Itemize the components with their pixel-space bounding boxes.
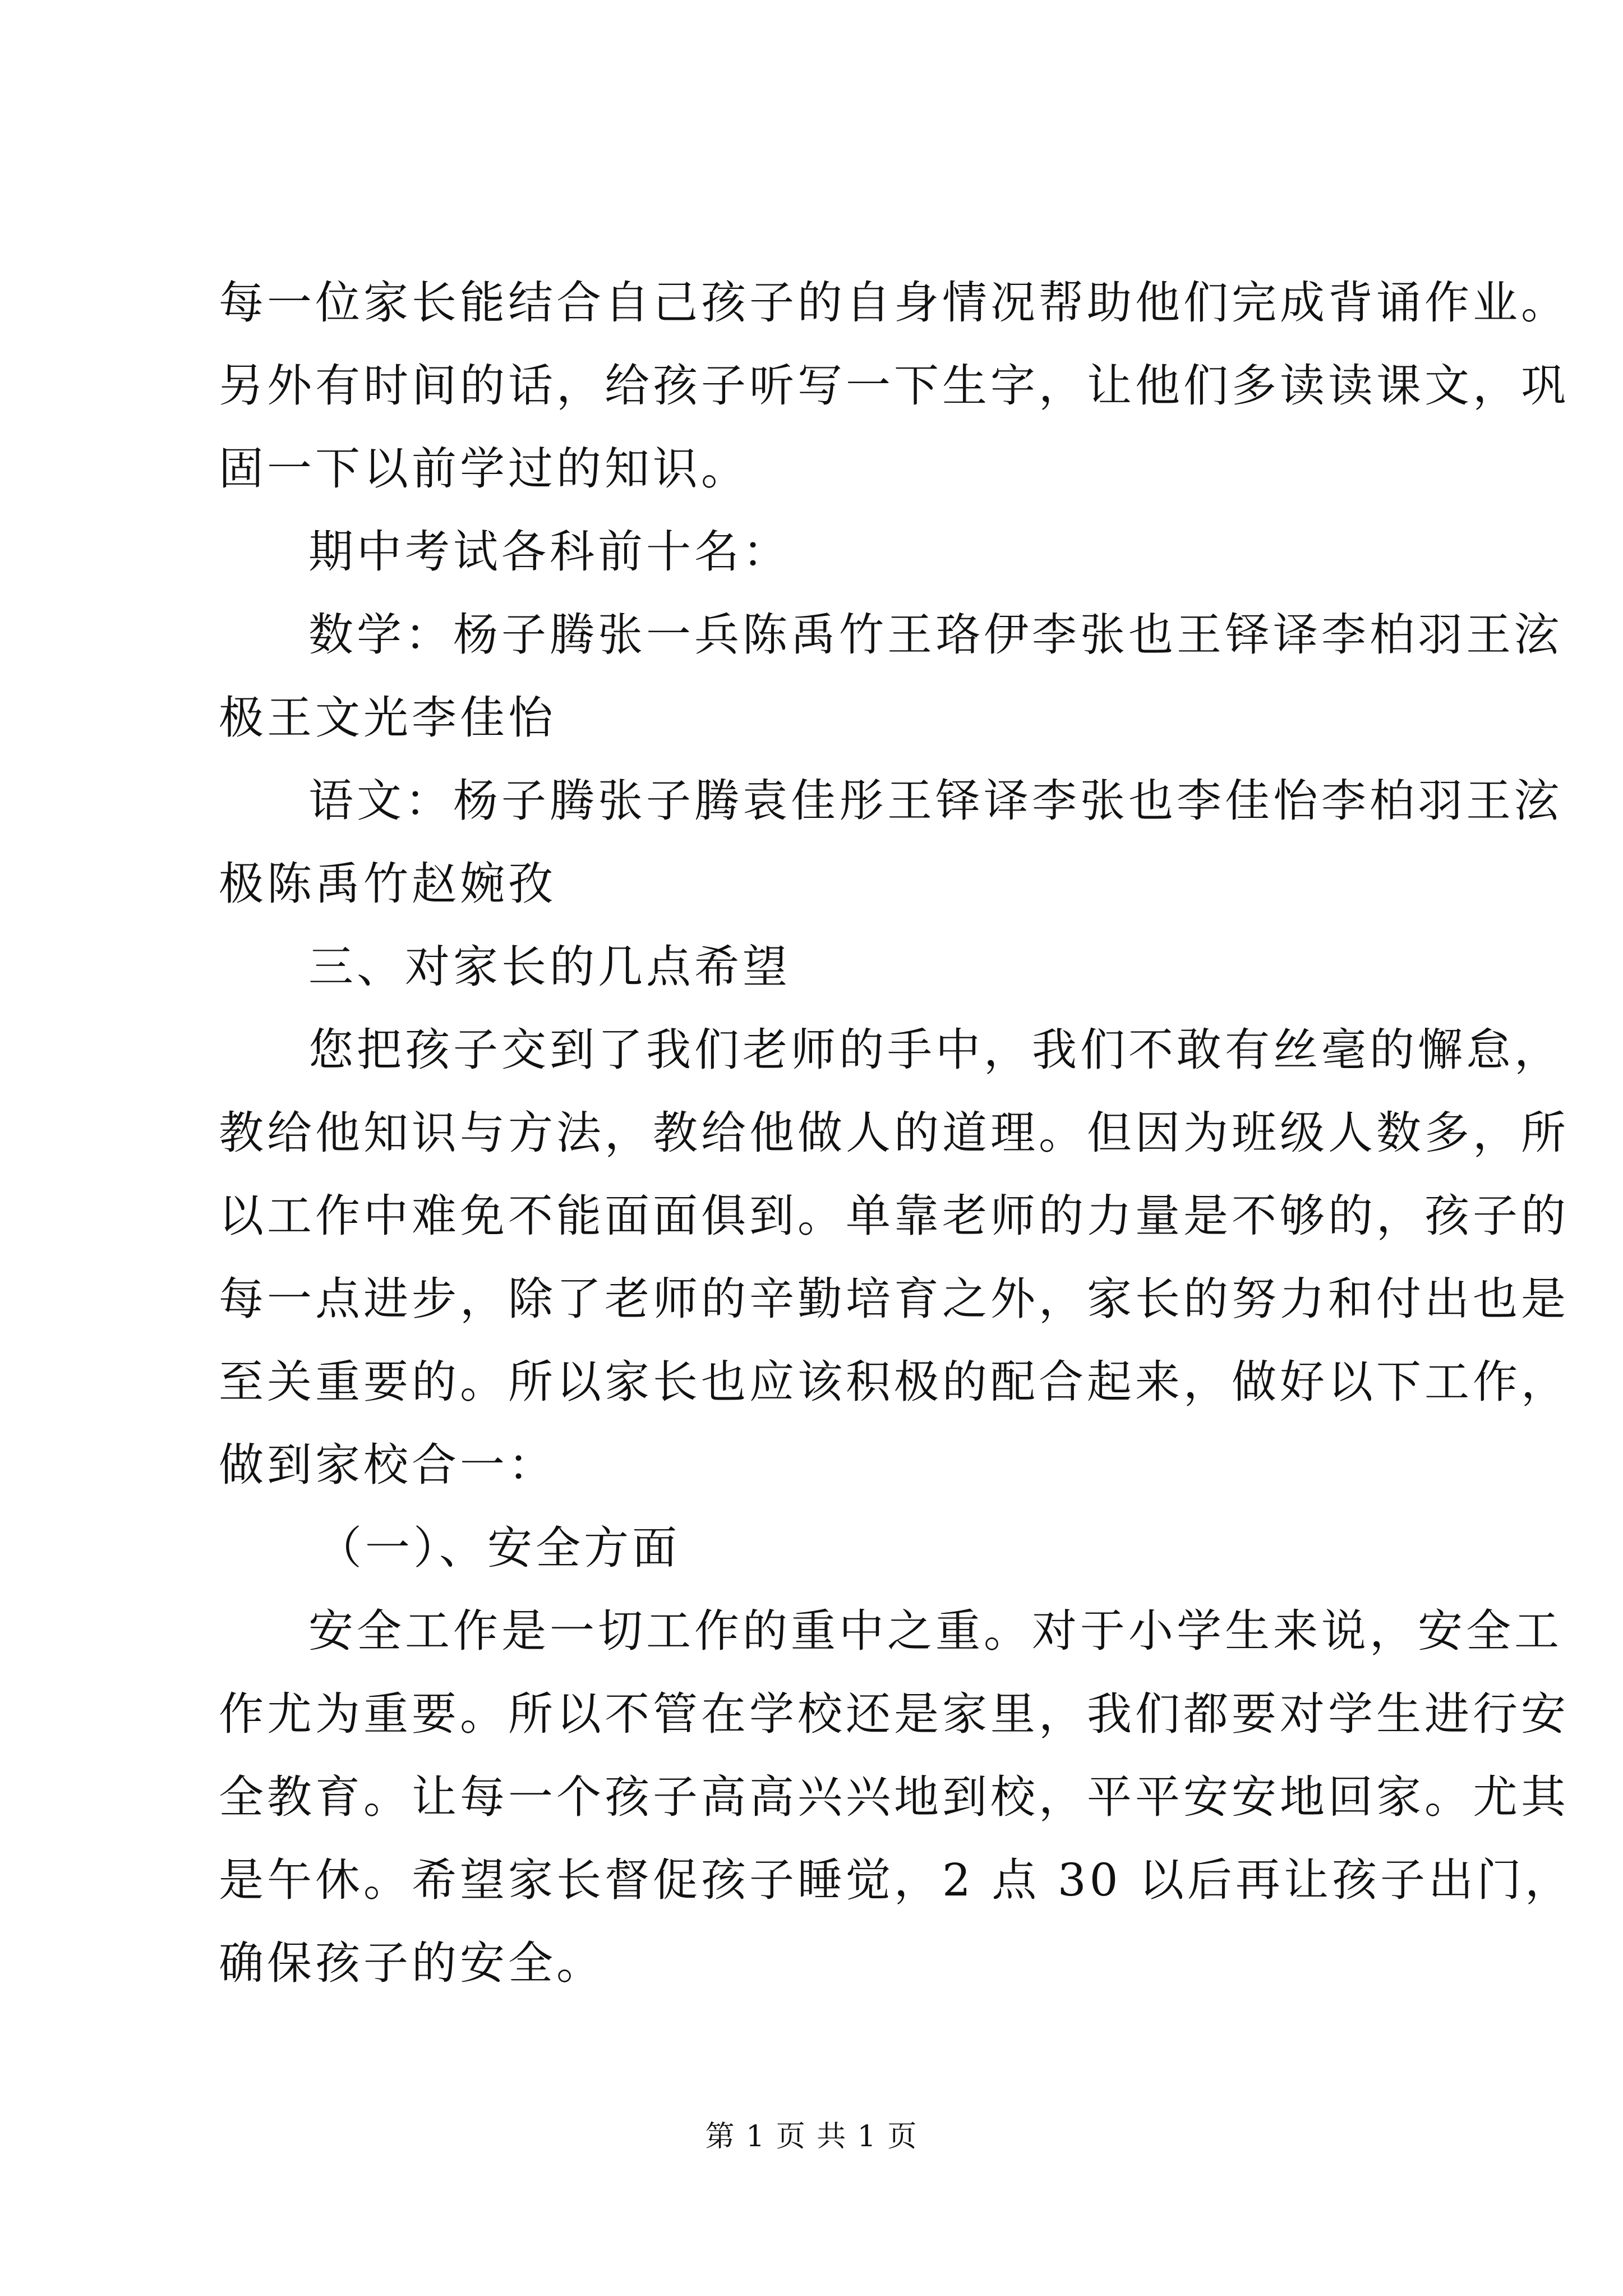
text-line: 极王文光李佳怡 — [219, 692, 556, 744]
text-line: 数学：杨子腾张一兵陈禹竹王珞伊李张也王铎译李柏羽王泫 — [308, 609, 1562, 661]
text-line: 做到家校合一： — [219, 1439, 556, 1491]
text-line: 安全工作是一切工作的重中之重。对于小学生来说，安全工 — [308, 1605, 1562, 1657]
section-heading: 三、对家长的几点希望 — [308, 941, 791, 993]
text-line: 您把孩子交到了我们老师的手中，我们不敢有丝毫的懈怠， — [308, 1024, 1562, 1076]
text-line: 至关重要的。所以家长也应该积极的配合起来，做好以下工作， — [219, 1356, 1569, 1408]
text-line: 确保孩子的安全。 — [219, 1937, 605, 1989]
text-line: 期中考试各科前十名： — [308, 526, 791, 578]
text-line: 语文：杨子腾张子腾袁佳彤王铎译李张也李佳怡李柏羽王泫 — [308, 775, 1562, 827]
text-line: 作尤为重要。所以不管在学校还是家里，我们都要对学生进行安 — [219, 1688, 1569, 1740]
text-line: 每一点进步，除了老师的辛勤培育之外，家长的努力和付出也是 — [219, 1273, 1569, 1325]
text-line: 教给他知识与方法，教给他做人的道理。但因为班级人数多，所 — [219, 1107, 1569, 1159]
text-line: 另外有时间的话，给孩子听写一下生字，让他们多读读课文，巩 — [219, 360, 1569, 412]
text-line: 极陈禹竹赵婉孜 — [219, 858, 556, 910]
text-line: 每一位家长能结合自己孩子的自身情况帮助他们完成背诵作业。 — [219, 277, 1569, 329]
text-line: 全教育。让每一个孩子高高兴兴地到校，平平安安地回家。尤其 — [219, 1771, 1569, 1823]
text-line: 是午休。希望家长督促孩子睡觉，2 点 30 以后再让孩子出门， — [219, 1854, 1573, 1906]
text-line: 以工作中难免不能面面俱到。单靠老师的力量是不够的，孩子的 — [219, 1190, 1569, 1242]
text-line: 固一下以前学过的知识。 — [219, 443, 749, 495]
page-number-footer: 第 1 页 共 1 页 — [705, 2120, 918, 2154]
subsection-heading: （一）、安全方面 — [317, 1522, 680, 1574]
